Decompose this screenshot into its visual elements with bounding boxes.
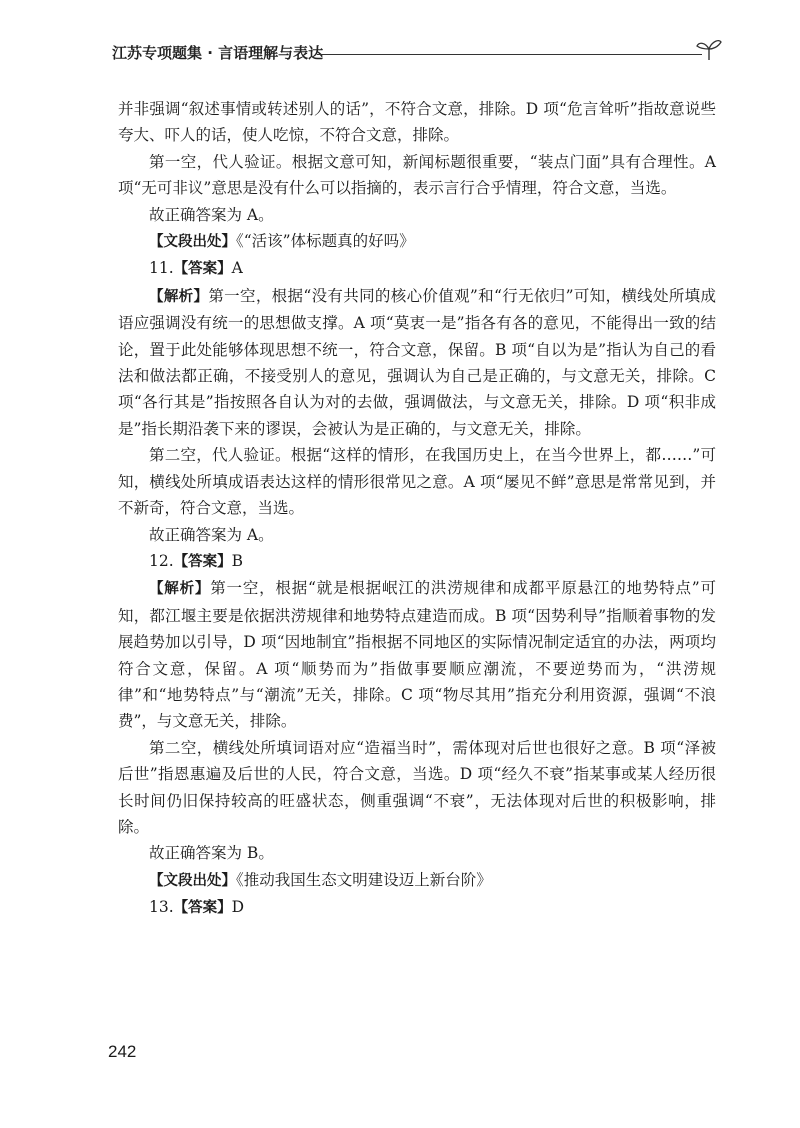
question-number: 11. [149, 259, 174, 278]
analysis-paragraph-11b: 第二空，代人验证。根据“这样的情形，在我国历史上，在当今世界上，都……”可知，横线处所填成语表达这样的情形很常见之意。A 项“屡见不鲜”意思是常常见到，并不新奇，符合文意，当选。 [118, 446, 716, 518]
answer-label: 【答案】 [173, 261, 232, 278]
answer-value: A [231, 259, 243, 278]
paragraph-blank-one: 第一空，代人验证。根据文意可知，新闻标题很重要，“装点门面”具有合理性。A 项“无可非议”意思是没有什么可以指摘的，表示言行合乎情理，符合文意，当选。 [118, 152, 716, 198]
answer-value: B [231, 551, 244, 570]
answer-line-12 [118, 548, 716, 575]
analysis-paragraph-11a [118, 283, 716, 442]
source-line-10 [118, 228, 716, 255]
answer-line-13 [118, 894, 716, 921]
answer-value: D [231, 898, 245, 917]
source-line-12 [118, 867, 716, 894]
source-text: 《“活该”体标题真的好吗》 [236, 232, 415, 251]
source-label: 【文段出处】 [149, 234, 236, 251]
analysis-label: 【解析】 [149, 581, 211, 598]
paragraph-conclusion-10: 故正确答案为 A。 [149, 205, 274, 224]
question-number: 12. [149, 551, 174, 570]
analysis-paragraph-12a [118, 575, 716, 734]
page-content [118, 96, 716, 922]
page-header [112, 36, 722, 72]
paragraph-continuation: 并非强调“叙述事情或转述别人的话”，不符合文意，排除。D 项“危言耸听”指故意说些夸大、吓人的话，使人吃惊，不符合文意，排除。 [118, 100, 716, 145]
page-number: 242 [108, 1042, 137, 1061]
conclusion-12: 故正确答案为 B。 [149, 844, 274, 863]
source-label: 【文段出处】 [149, 872, 236, 889]
question-number: 13. [149, 898, 174, 917]
answer-line-11 [118, 255, 716, 282]
answer-label: 【答案】 [173, 900, 232, 917]
conclusion-11: 故正确答案为 A。 [149, 525, 274, 544]
analysis-paragraph-12b: 第二空，横线处所填词语对应“造福当时”，需体现对后世也很好之意。B 项“泽被后世”指恩惠遍及后世的人民，符合文意，当选。D 项“经久不衰”指某事或某人经历很长时间仍旧保持较高的旺盛状态，侧重强调“不衰”，无法体现对后世的积极影响，排除。 [118, 738, 716, 836]
header-rule [317, 54, 702, 55]
analysis-label: 【解析】 [149, 288, 209, 305]
header-title: 江苏专项题集 · 言语理解与表达 [112, 42, 329, 63]
sprout-icon [695, 36, 723, 62]
analysis-text: 第一空，根据“没有共同的核心价值观”和“行无依归”可知，横线处所填成语应强调没有统一的思想做支撑。A 项“莫衷一是”指各有各的意见，不能得出一致的结论，置于此处能够体现思想不统一，符合文意，保留。B 项“自以为是”指认为自己的看法和做法都正确，不接受别人的意见，强调认为自己是正确的，与文意无关，排除。C 项“各行其是”指按照各自认为对的去做，强调做法，与文意无关，排除。D 项“积非成是”指长期沿袭下来的谬误，会被认为是正确的，与文意无关，排除。 [118, 286, 717, 438]
analysis-text: 第一空，根据“就是根据岷江的洪涝规律和成都平原悬江的地势特点”可知，都江堰主要是依据洪涝规律和地势特点建造而成。B 项“因势利导”指顺着事物的发展趋势加以引导，D 项“因地制宜”指根据不同地区的实际情况制定适宜的办法，两项均符合文意，保留。A 项“顺势而为”指做事要顺应潮流，不要逆势而为，“洪涝规律”和“地势特点”与“潮流”无关，排除。C 项“物尽其用”指充分利用资源，强调“不浪费”，与文意无关，排除。 [118, 579, 716, 731]
source-text: 《推动我国生态文明建设迈上新台阶》 [236, 870, 492, 889]
answer-label: 【答案】 [173, 553, 232, 570]
